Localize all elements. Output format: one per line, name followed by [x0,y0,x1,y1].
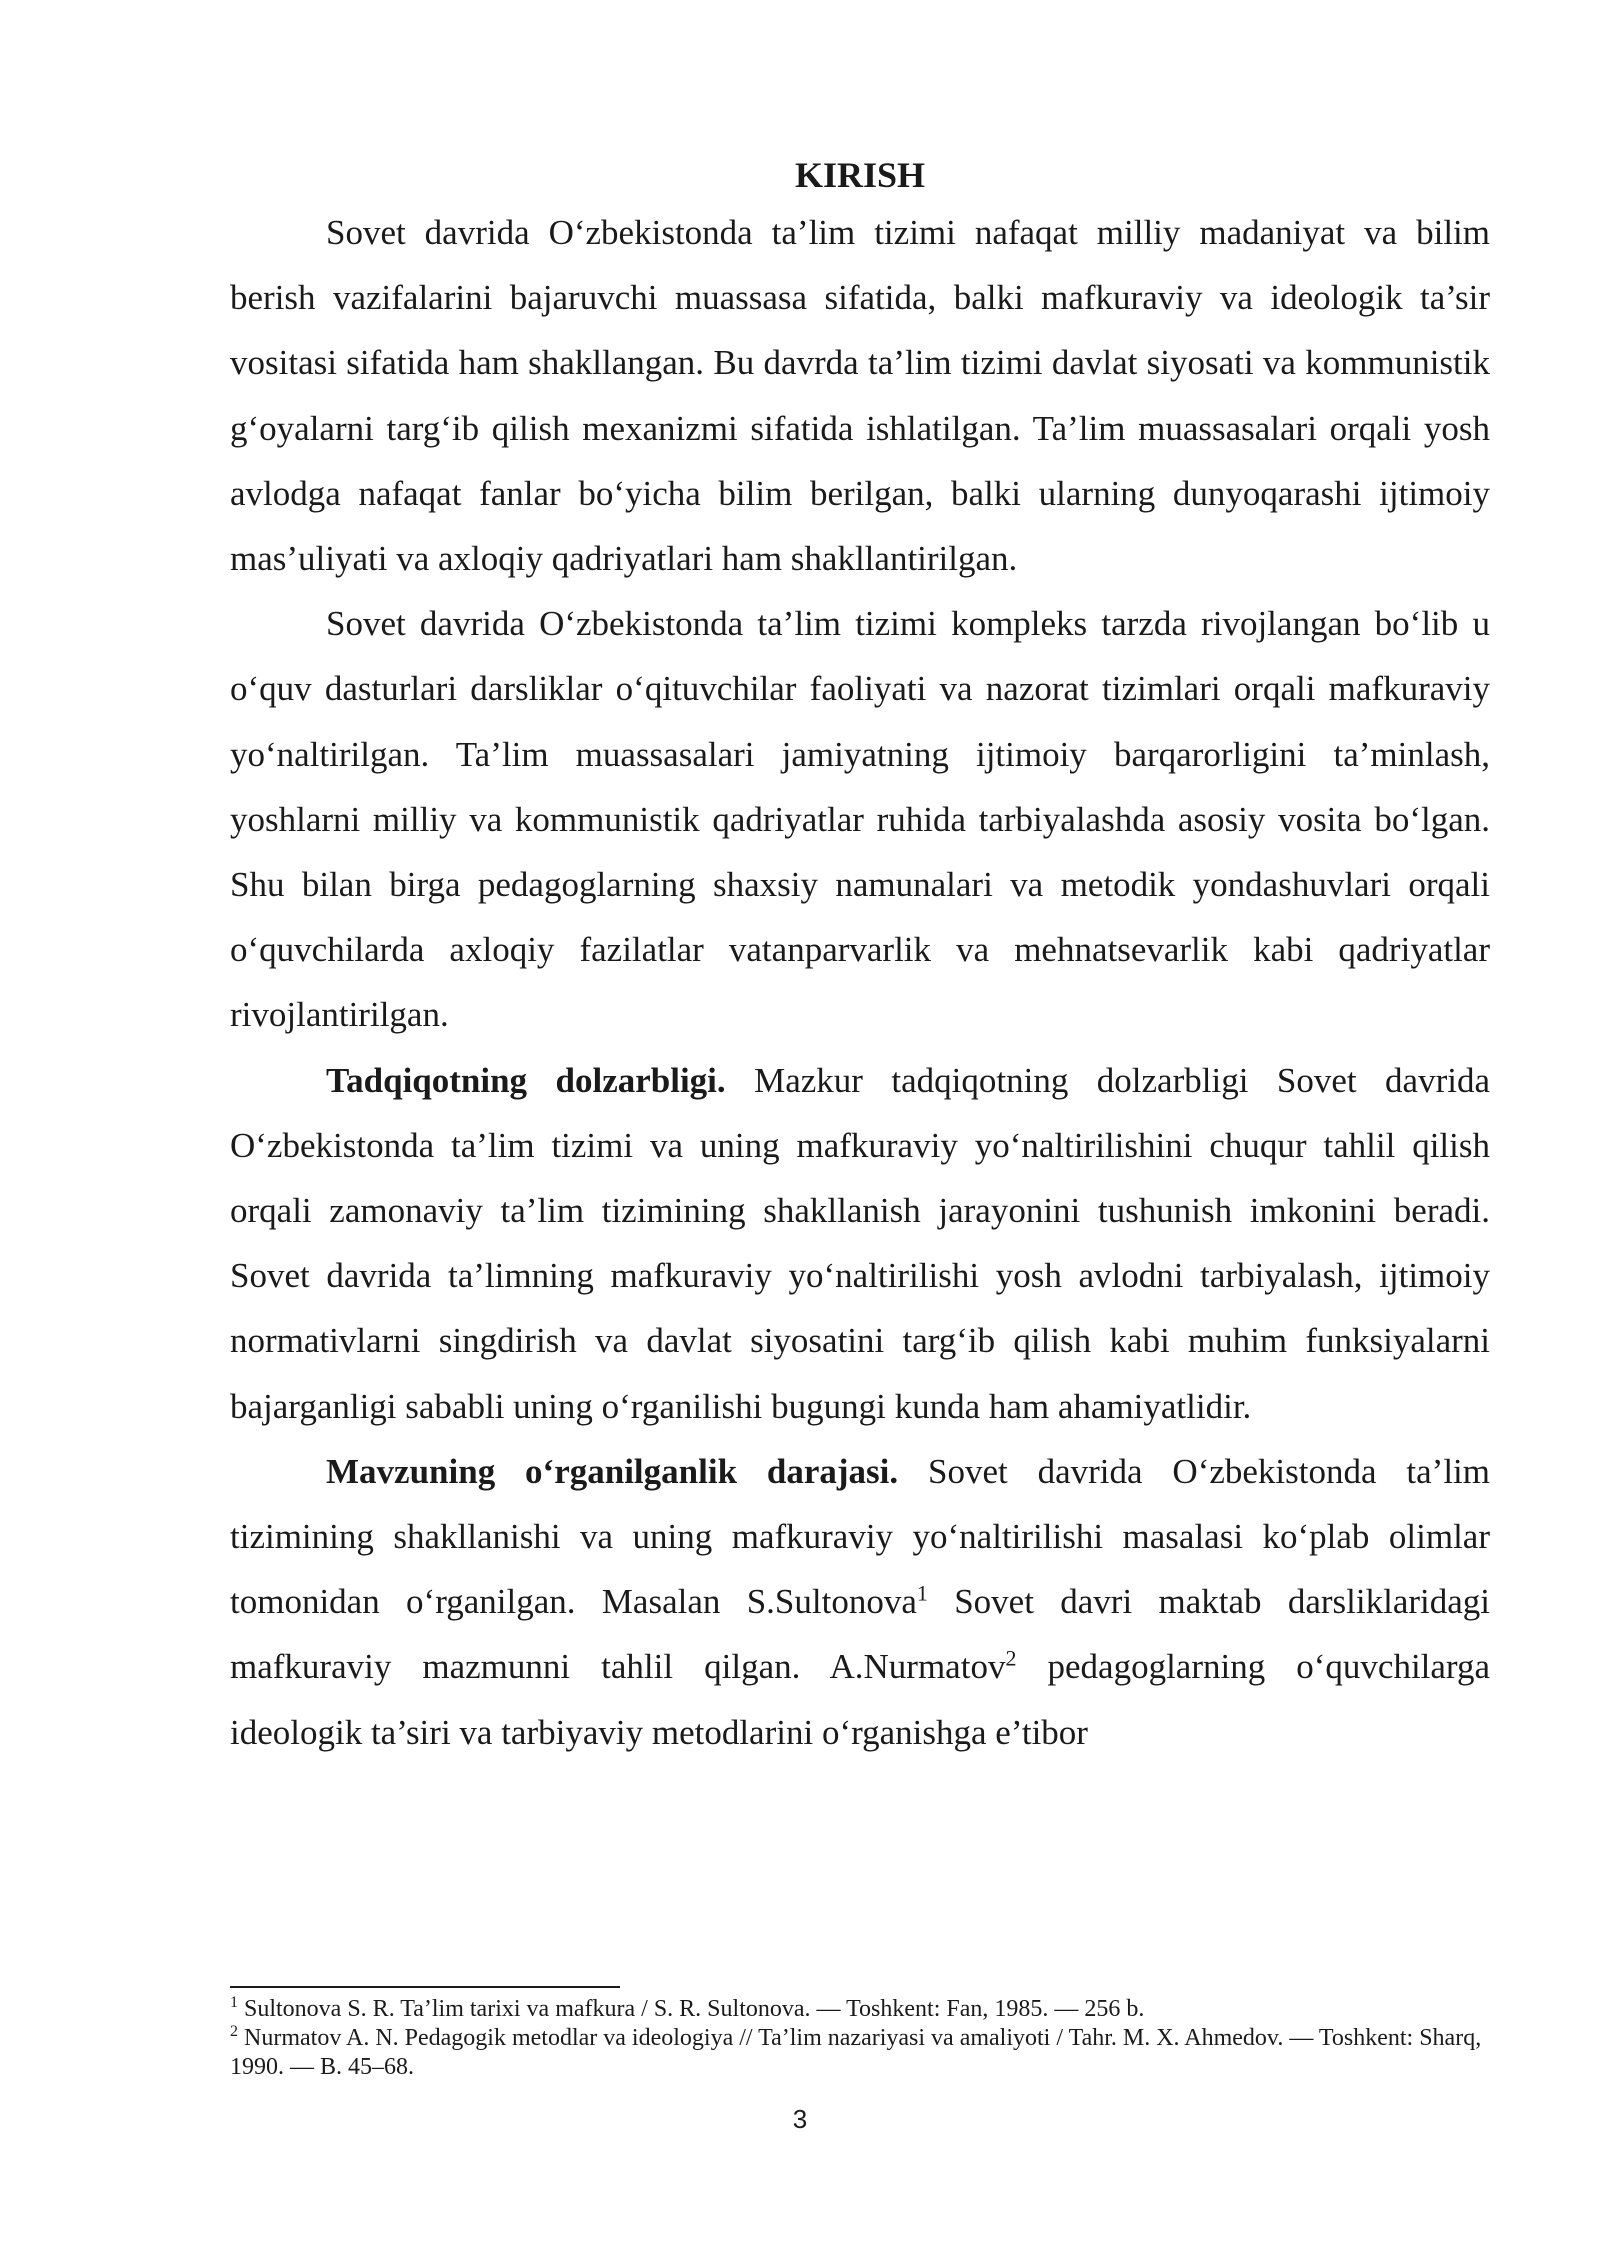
footnote-ref-2[interactable]: 2 [1005,1645,1017,1671]
footnote-mark-2: 2 [230,2023,238,2040]
paragraph-intro: Sovet davrida O‘zbekistonda ta’lim tizimi nafaqat milliy madaniyat va bilim berish vazifalarini bajaruvchi muassasa sifatida, balki mafkuraviy va ideologik ta’sir vositasi sifatida ham shakllangan. Bu davrda ta’lim tizimi davlat siyosati va kommunistik g‘oyalarni targ‘ib qilish mexanizmi sifatida ishlatilgan. Ta’lim muassasalari orqali yosh avlodga nafaqat fanlar bo‘yicha bilim berilgan, balki ularning dunyoqarashi ijtimoiy mas’uliyati va axloqiy qadriyatlari ham shakllantirilgan. [230,213,1490,579]
footnotes [230,1995,1490,2082]
study-degree-heading: Mavzuning o‘rganilganlik darajasi. [326,1451,899,1491]
footnote-mark-1: 1 [230,1994,238,2011]
page-number: 3 [792,2104,808,2134]
footnote-2 [230,2024,1490,2082]
paragraph-education-system: Sovet davrida O‘zbekistonda ta’lim tizimi kompleks tarzda rivojlangan bo‘lib u o‘quv dasturlari darsliklar o‘qituvchilar faoliyati va nazorat tizimlari orqali mafkuraviy yo‘naltirilgan. Ta’lim muassasalari jamiyatning ijtimoiy barqarorligini ta’minlash, yoshlarni milliy va kommunistik qadriyatlar ruhida tarbiyalashda asosiy vosita bo‘lgan. Shu bilan birga pedagoglarning shaxsiy namunalari va metodik yondashuvlari orqali o‘quvchilarda axloqiy fazilatlar vatanparvarlik va mehnatsevarlik kabi qadriyatlar rivojlantirilgan. [230,604,1490,1035]
footnote-ref-1[interactable]: 1 [916,1580,928,1606]
study-degree-text-3: pedagoglarning o‘quvchilarga ideologik ta’siri va tarbiyaviy metodlarini o‘rganishga e’tibor [230,1647,1490,1752]
relevance-heading: Tadqiqotning dolzarbligi. [326,1060,726,1100]
page-title: KIRISH [794,155,926,195]
footnote-1 [230,1995,1490,2024]
relevance-text: Mazkur tadqiqotning dolzarbligi Sovet davrida O‘zbekistonda ta’lim tizimi va uning mafkuraviy yo‘naltirilishini chuqur tahlil qilish orqali zamonaviy ta’lim tizimining shakllanish jarayonini tushunish imkonini beradi. Sovet davrida ta’limning mafkuraviy yo‘naltirilishi yosh avlodni tarbiyalash, ijtimoiy normativlarni singdirish va davlat siyosatini targ‘ib qilish kabi muhim funksiyalarni bajarganligi sababli uning o‘rganilishi bugungi kunda ham ahamiyatlidir. [230,1060,1490,1426]
footnote-text-2: Nurmatov A. N. Pedagogik metodlar va ideologiya // Ta’lim nazariyasi va amaliyoti / Tahr. M. X. Ahmedov. — Toshkent: Sharq, 1990. — B. 45–68. [230,2025,1482,2080]
study-degree-text-1: Sovet davrida O‘zbekistonda ta’lim tizimining shakllanishi va uning mafkuraviy yo‘naltirilishi masalasi ko‘plab olimlar tomonidan o‘rganilgan. Masalan S.Sultonova [230,1451,1490,1622]
footnote-separator [230,1986,620,1988]
paragraph-study-degree [230,1439,1490,1765]
document-body [230,150,1490,1765]
paragraph-relevance [230,1048,1490,1439]
footnote-text-1: Sultonova S. R. Ta’lim tarixi va mafkura / S. R. Sultonova. — Toshkent: Fan, 1985. — 256 b. [238,1996,1145,2022]
study-degree-text-2: Sovet davri maktab darsliklaridagi mafkuraviy mazmunni tahlil qilgan. A.Nurmatov [230,1582,1490,1687]
